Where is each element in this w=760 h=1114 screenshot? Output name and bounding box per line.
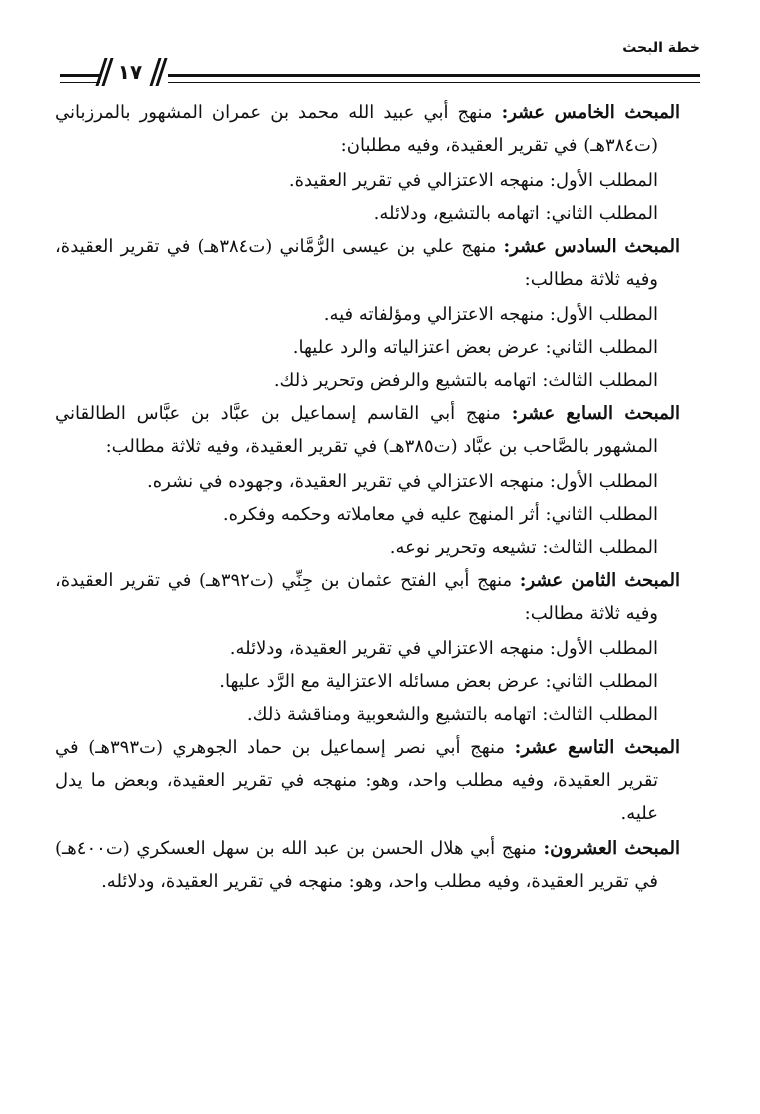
section-heading (55, 397, 680, 463)
section-heading (55, 564, 680, 630)
subsection-item: المطلب الثالث: تشيعه وتحرير نوعه. (389, 537, 658, 558)
section-heading (55, 230, 680, 296)
section-heading (55, 96, 680, 162)
subsection-item: المطلب الأول: منهجه الاعتزالي في تقرير العقيدة. (288, 170, 658, 191)
section-label: المبحث السادس عشر: (503, 236, 680, 257)
subsection-item: المطلب الثالث: اتهامه بالتشيع والشعوبية ومناقشة ذلك. (246, 704, 658, 725)
section-label: المبحث السابع عشر: (511, 403, 680, 424)
section-label: المبحث التاسع عشر: (514, 737, 680, 758)
section-text: منهج أبي القاسم إسماعيل بن عبَّاد بن عبَّاس الطالقاني المشهور بالصَّاحب بن عبَّاد (ت٣٨٥هـ) في تقرير العقيدة، وفيه ثلاثة مطالب: (55, 403, 658, 457)
section-text: منهج أبي عبيد الله محمد بن عمران المشهور بالمرزباني (ت٣٨٤هـ) في تقرير العقيدة، وفيه مطلبان: (55, 102, 658, 156)
section-heading (55, 832, 680, 898)
header-rule-left (60, 74, 100, 83)
subsection-item: المطلب الثاني: عرض بعض مسائله الاعتزالية مع الرَّد عليها. (219, 671, 658, 692)
section-text: منهج أبي نصر إسماعيل بن حماد الجوهري (ت٣٩٣هـ) في تقرير العقيدة، وفيه مطلب واحد، وهو: منهجه في تقرير العقيدة، وبعض ما يدل عليه. (55, 737, 658, 824)
subsection-item: المطلب الثاني: اتهامه بالتشيع، ودلائله. (373, 203, 658, 224)
subsection-item: المطلب الثاني: عرض بعض اعتزالياته والرد عليها. (292, 337, 658, 358)
subsection-item: المطلب الثاني: أثر المنهج عليه في معاملاته وحكمه وفكره. (222, 504, 658, 525)
header-rule (168, 74, 700, 83)
subsection-item: المطلب الأول: منهجه الاعتزالي في تقرير العقيدة، ودلائله. (229, 638, 658, 659)
subsection-item: المطلب الأول: منهجه الاعتزالي في تقرير العقيدة، وجهوده في نشره. (147, 471, 658, 492)
subsection-item: المطلب الأول: منهجه الاعتزالي ومؤلفاته فيه. (323, 304, 658, 325)
research-plan-body (55, 96, 680, 900)
section-text: منهج أبي الفتح عثمان بن جِنِّي (ت٣٩٢هـ) في تقرير العقيدة، وفيه ثلاثة مطالب: (55, 570, 658, 624)
section-label: المبحث الخامس عشر: (501, 102, 680, 123)
subsection-item: المطلب الثالث: اتهامه بالتشيع والرفض وتحرير ذلك. (273, 370, 658, 391)
section-text: منهج أبي هلال الحسن بن عبد الله بن سهل العسكري (ت٤٠٠هـ) في تقرير العقيدة، وفيه مطلب واحد، وهو: منهجه في تقرير العقيدة، ودلائله. (55, 838, 658, 892)
running-title: خطة البحث (622, 40, 700, 56)
section-label: المبحث الثامن عشر: (519, 570, 680, 591)
page-number: ١٧ (117, 60, 143, 84)
section-heading (55, 731, 680, 830)
section-text: منهج علي بن عيسى الرُّمَّاني (ت٣٨٤هـ) في تقرير العقيدة، وفيه ثلاثة مطالب: (55, 236, 658, 290)
section-label: المبحث العشرون: (543, 838, 680, 859)
